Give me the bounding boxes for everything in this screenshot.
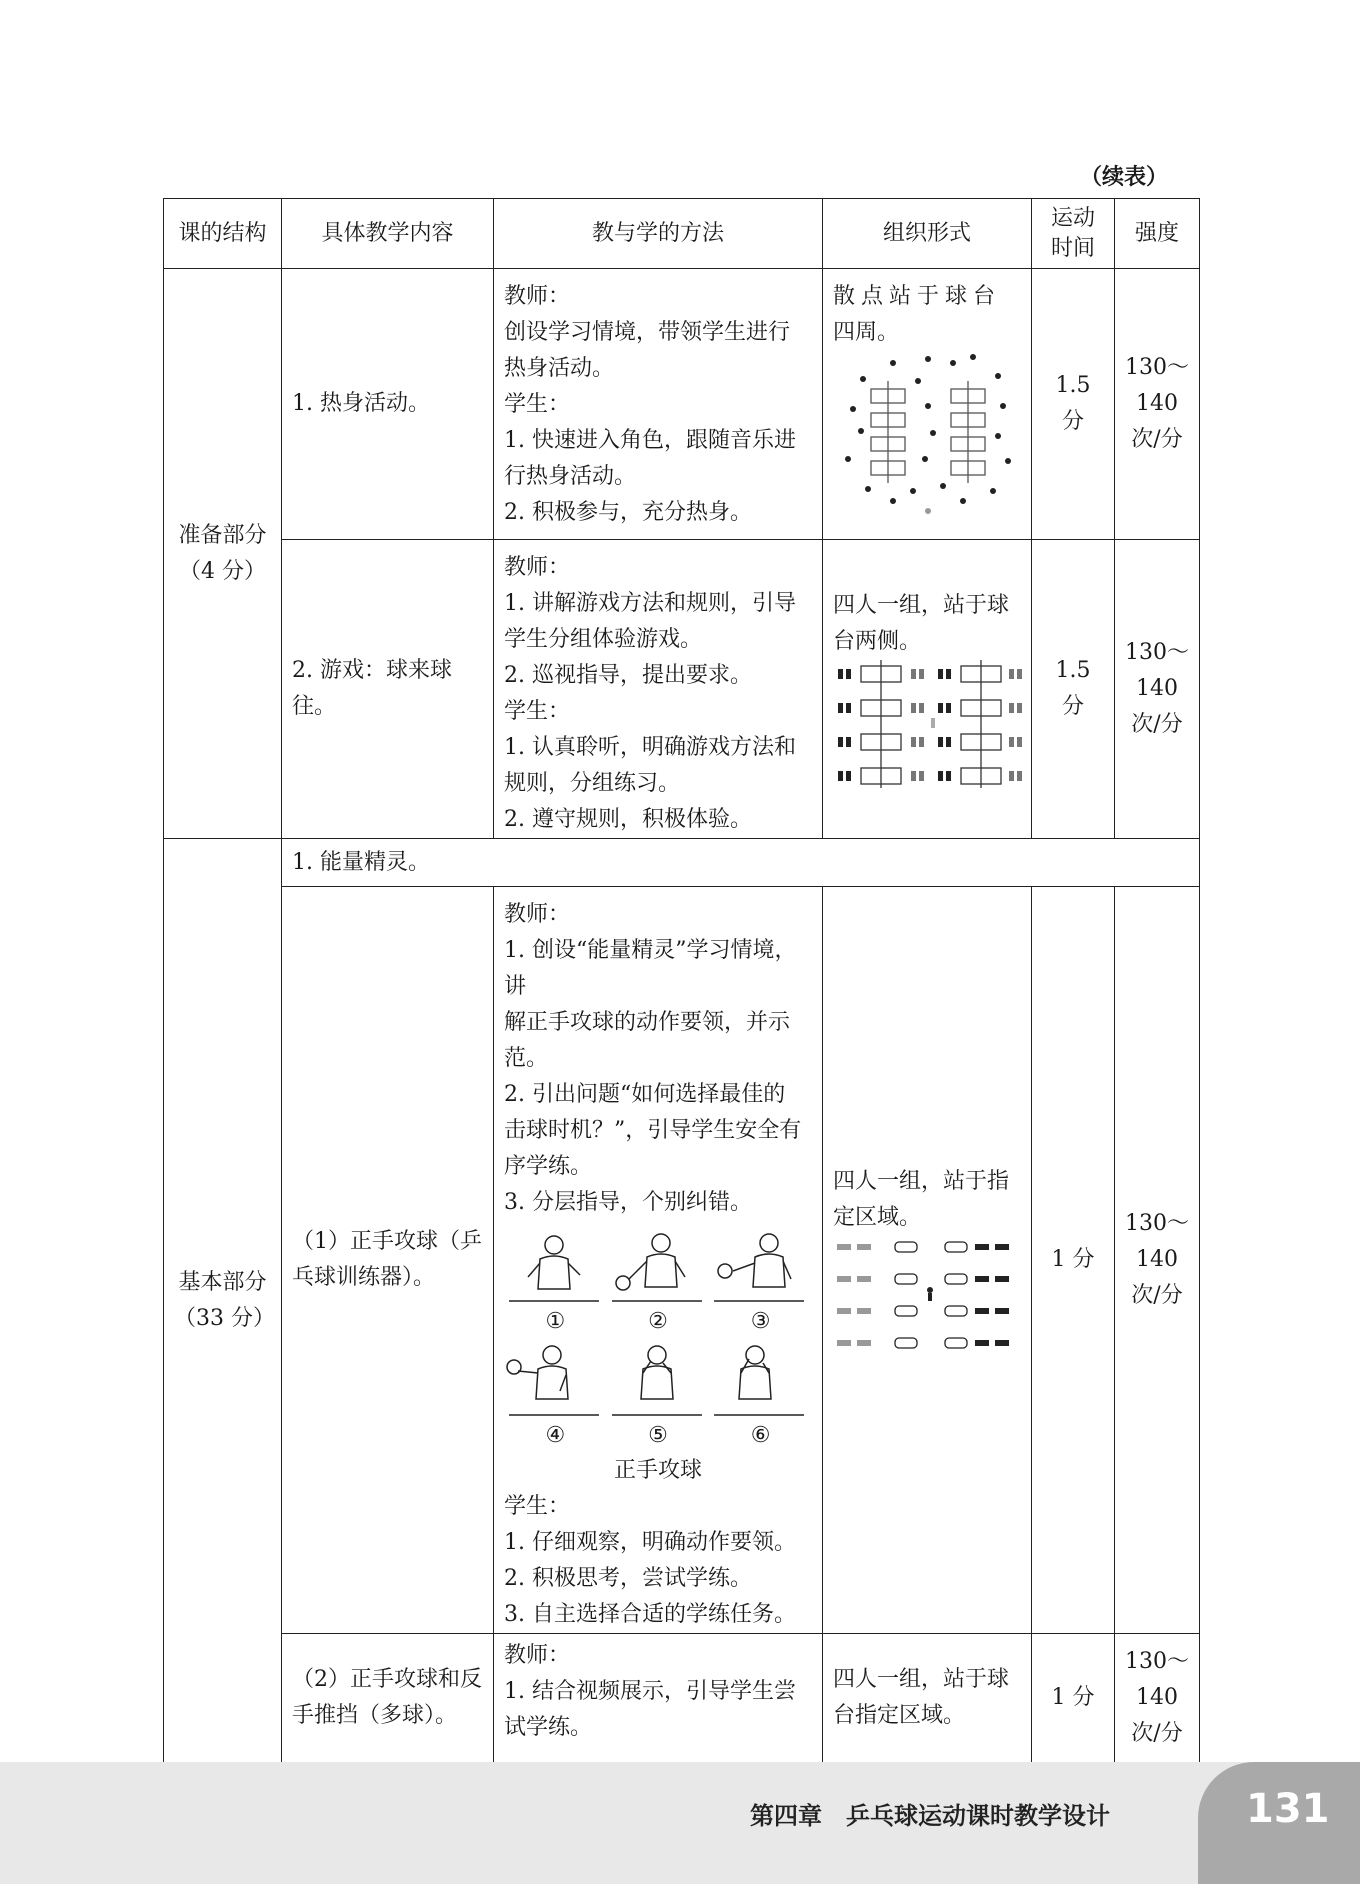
lesson-table	[163, 198, 1200, 1763]
method-line: 创设学习情境，带领学生进行	[504, 320, 791, 345]
content-cell	[282, 887, 494, 1634]
org-line: 四人一组，站于指	[833, 1169, 1010, 1194]
method-line: 2. 引出问题“如何选择最佳的	[504, 1082, 786, 1107]
header-structure: 课的结构	[164, 199, 282, 269]
photo-number: ⑥	[750, 1423, 771, 1448]
photo-number: ⑤	[648, 1423, 668, 1448]
header-content: 具体教学内容	[282, 199, 494, 269]
method-line: 教师：	[504, 1643, 571, 1668]
content-line: 乓球训练器）。	[292, 1265, 436, 1290]
content-cell	[282, 1634, 494, 1763]
method-line: 1. 仔细观察，明确动作要领。	[504, 1530, 796, 1555]
content-line: 手推挡（多球）。	[292, 1703, 458, 1728]
method-line: 学生：	[504, 1494, 571, 1519]
intensity-line: 次/分	[1131, 1283, 1183, 1308]
intensity-line: 130～	[1125, 1211, 1189, 1236]
method-line: 行热身活动。	[504, 464, 637, 489]
section-duration: （33 分）	[174, 1305, 275, 1331]
org-line: 散点站于球台	[833, 284, 1002, 309]
method-line: 试学练。	[504, 1715, 593, 1740]
method-line: 1. 讲解游戏方法和规则，引导	[504, 591, 796, 616]
time-cell: 1 分	[1032, 887, 1115, 1634]
intensity-line: 130～	[1125, 355, 1189, 380]
org-line: 四人一组，站于球	[833, 593, 1010, 618]
method-line: 2. 巡视指导，提出要求。	[504, 663, 752, 688]
method-line: 学生：	[504, 699, 571, 724]
page-footer	[0, 1762, 1360, 1884]
chapter-title: 第四章 乒乓球运动课时教学设计	[750, 1802, 1110, 1830]
method-line: 2. 积极参与，充分热身。	[504, 500, 752, 525]
photo-frame	[709, 1227, 812, 1337]
time-cell: 1.5 分	[1032, 540, 1115, 839]
section-name: 准备部分	[178, 522, 267, 548]
method-line: 3. 自主选择合适的学练任务。	[504, 1602, 796, 1627]
method-line: 教师：	[504, 284, 571, 309]
method-line: 教师：	[504, 555, 571, 580]
player-figure-icon	[709, 1227, 809, 1307]
photo-frame	[607, 1341, 710, 1451]
content-line: （1）正手攻球（乒	[292, 1229, 482, 1254]
intensity-line: 140	[1136, 1247, 1178, 1272]
table-row	[164, 540, 1200, 839]
intensity-cell	[1115, 269, 1200, 540]
org-cell	[823, 887, 1032, 1634]
section-prep	[164, 269, 282, 839]
org-line: 台两侧。	[833, 629, 922, 654]
method-line: 解正手攻球的动作要领，并示范。	[504, 1010, 791, 1071]
method-cell	[494, 269, 823, 540]
method-line: 1. 快速进入角色，跟随音乐进	[504, 428, 796, 453]
intensity-line: 次/分	[1131, 712, 1183, 737]
content-cell: 1. 热身活动。	[282, 269, 494, 540]
org-line: 台指定区域。	[833, 1703, 966, 1728]
header-organization: 组织形式	[823, 199, 1032, 269]
activity-title: 1. 能量精灵。	[282, 839, 1200, 887]
org-cell	[823, 269, 1032, 540]
method-cell	[494, 887, 823, 1634]
content-line: （2）正手攻球和反	[292, 1667, 482, 1692]
method-line: 3. 分层指导，个别纠错。	[504, 1190, 752, 1215]
photo-frame	[504, 1227, 607, 1337]
scatter-formation-diagram	[833, 351, 1023, 521]
header-intensity: 强度	[1115, 199, 1200, 269]
intensity-line: 130～	[1125, 640, 1189, 665]
intensity-line: 次/分	[1131, 427, 1183, 452]
intensity-line: 130～	[1125, 1649, 1189, 1674]
content-cell: 2. 游戏：球来球往。	[282, 540, 494, 839]
photo-frame	[504, 1341, 607, 1451]
trainer-formation-diagram	[833, 1236, 1023, 1356]
section-duration: （4 分）	[179, 558, 266, 584]
org-line: 四周。	[833, 320, 900, 345]
page-number: 131	[1198, 1762, 1360, 1884]
group-formation-diagram	[833, 660, 1023, 790]
org-cell	[823, 540, 1032, 839]
method-line: 2. 遵守规则，积极体验。	[504, 807, 752, 832]
org-cell	[823, 1634, 1032, 1763]
method-line: 2. 积极思考，尝试学练。	[504, 1566, 752, 1591]
player-figure-icon	[607, 1341, 707, 1421]
intensity-line: 次/分	[1131, 1721, 1183, 1746]
table-row	[164, 269, 1200, 540]
player-figure-icon	[504, 1227, 604, 1307]
player-figure-icon	[504, 1341, 604, 1421]
table-row	[164, 1634, 1200, 1763]
time-cell: 1 分	[1032, 1634, 1115, 1763]
forehand-photo-sequence	[504, 1227, 812, 1451]
header-time: 运动时间	[1032, 199, 1115, 269]
photo-number: ①	[545, 1309, 566, 1334]
photo-number: ③	[750, 1309, 771, 1334]
continued-label: （续表）	[1080, 165, 1169, 190]
method-line: 规则，分组练习。	[504, 771, 681, 796]
photo-number: ④	[545, 1423, 566, 1448]
section-basic	[164, 839, 282, 1763]
table-row	[164, 887, 1200, 1634]
intensity-cell	[1115, 540, 1200, 839]
intensity-cell	[1115, 1634, 1200, 1763]
method-line: 学生分组体验游戏。	[504, 627, 703, 652]
table-row	[164, 839, 1200, 887]
method-line: 教师：	[504, 902, 571, 927]
method-cell	[494, 1634, 823, 1763]
method-cell	[494, 540, 823, 839]
intensity-cell	[1115, 887, 1200, 1634]
method-line: 1. 结合视频展示，引导学生尝	[504, 1679, 796, 1704]
org-line: 四人一组，站于球	[833, 1667, 1010, 1692]
player-figure-icon	[607, 1227, 707, 1307]
intensity-line: 140	[1136, 391, 1178, 416]
time-cell: 1.5 分	[1032, 269, 1115, 540]
method-line: 学生：	[504, 392, 571, 417]
photo-frame	[607, 1227, 710, 1337]
org-line: 定区域。	[833, 1205, 922, 1230]
method-line: 序学练。	[504, 1154, 593, 1179]
photo-frame	[709, 1341, 812, 1451]
intensity-line: 140	[1136, 1685, 1178, 1710]
method-line: 击球时机？”，引导学生安全有	[504, 1118, 802, 1143]
intensity-line: 140	[1136, 676, 1178, 701]
header-method: 教与学的方法	[494, 199, 823, 269]
photo-caption: 正手攻球	[613, 1458, 702, 1483]
player-figure-icon	[709, 1341, 809, 1421]
method-line: 热身活动。	[504, 356, 615, 381]
header-row	[164, 199, 1200, 269]
section-name: 基本部分	[178, 1269, 267, 1295]
method-line: 1. 认真聆听，明确游戏方法和	[504, 735, 796, 760]
method-line: 1. 创设“能量精灵”学习情境，讲	[504, 938, 797, 999]
photo-number: ②	[648, 1309, 668, 1334]
